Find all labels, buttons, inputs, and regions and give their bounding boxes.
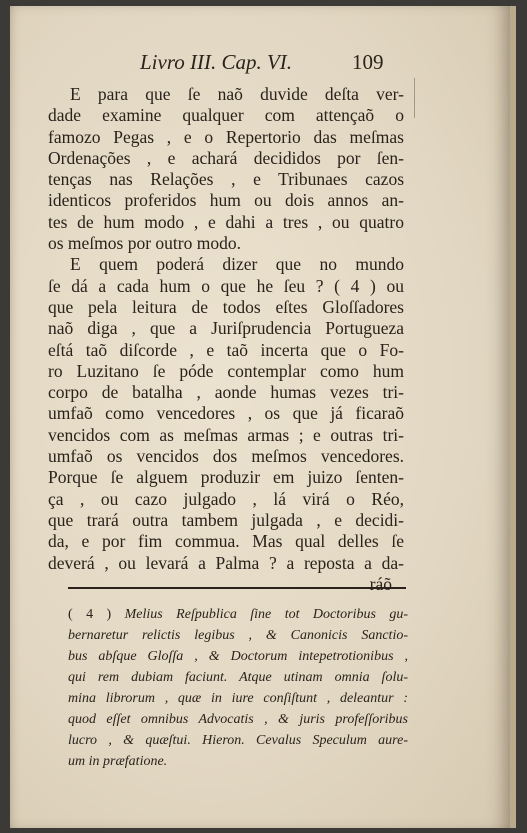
text-line: deverá , ou levará a Palma ? a reposta a da- — [48, 552, 404, 573]
footnote-text: Melius Reſpublica ſine tot Doctoribus gu- — [124, 607, 409, 622]
text-line: que pela leitura de todos eſtes Gloſſadores — [48, 296, 404, 317]
footnote-rule — [68, 587, 406, 589]
footnote-line: um in præfatione. — [68, 754, 168, 769]
footnote — [68, 604, 408, 772]
body-text — [48, 84, 404, 595]
text-line: da, e por fim commua. Mas qual delles ſe — [48, 531, 404, 552]
text-line: E quem poderá dizer que no mundo — [70, 254, 404, 275]
text-line: identicos proferidos hum ou dois annos an- — [48, 190, 404, 211]
text-line: ſe dá a cada hum o que he ſeu ? ( 4 ) ou — [48, 275, 404, 296]
text-line: E para que ſe naõ duvide deſta ver- — [70, 84, 404, 104]
text-line: Ordenações , e achará decididos por ſen- — [48, 147, 404, 168]
text-line: Porque ſe alguem produzir em juizo ſenten- — [48, 467, 404, 488]
text-line: ro Luzitano ſe póde contemplar como hum — [48, 360, 404, 381]
text-line: ça , ou cazo julgado , lá virá o Réo, — [48, 488, 404, 509]
footnote-line: bernaretur relictis legibus , & Canonicis Sanctio- — [68, 628, 408, 643]
footnote-line: lucro , & quæſtui. Hieron. Cevalus Speculum aure- — [68, 733, 408, 748]
text-line: dade examine qualquer com attençaõ o — [48, 105, 404, 126]
catchword: ráõ — [369, 573, 392, 594]
text-line: naõ diga , que a Juriſprudencia Portugueza — [48, 318, 404, 339]
text-line: vencidos com as meſmas armas ; e outras tri- — [48, 424, 404, 445]
footnote-line: qui rem dubiam faciunt. Atque utinam omnia ſolu- — [68, 670, 408, 685]
page-header — [10, 50, 510, 80]
text-line: umfaõ os vencidos dos meſmos vencedores. — [48, 446, 404, 467]
running-head: Livro III. Cap. VI. — [140, 50, 293, 74]
book-page — [10, 6, 516, 828]
margin-mark — [414, 78, 415, 118]
text-line: famozo Pegas , e o Repertorio das meſmas — [48, 126, 404, 147]
text-line: umfaõ como vencedores , os que já ficaraõ — [48, 403, 404, 424]
text-line: tes de hum modo , e dahi a tres , ou quatro — [48, 211, 404, 232]
page-number: 109 — [352, 50, 384, 74]
footnote-line — [68, 604, 408, 625]
footnote-line: bus abſque Gloſſa , & Doctorum intepetrotionibus , — [68, 649, 408, 664]
text-line: corpo de batalha , aonde humas vezes tri- — [48, 382, 404, 403]
footnote-line: quod eſſet omnibus Advocatis , & juris profeſſoribus — [68, 712, 408, 727]
text-line: os meſmos por outro modo. — [48, 233, 241, 254]
footnote-marker: ( 4 ) — [68, 607, 112, 622]
text-line: tenças nas Relações , e Tribunaes cazos — [48, 169, 404, 190]
text-line: que trará outra tambem julgada , e decidi- — [48, 509, 404, 530]
text-line: eſtá taõ diſcorde , e taõ incerta que o Fo- — [48, 339, 404, 360]
footnote-line: mina librorum , quæ in iure conſiſtunt , deleantur : — [68, 691, 408, 706]
